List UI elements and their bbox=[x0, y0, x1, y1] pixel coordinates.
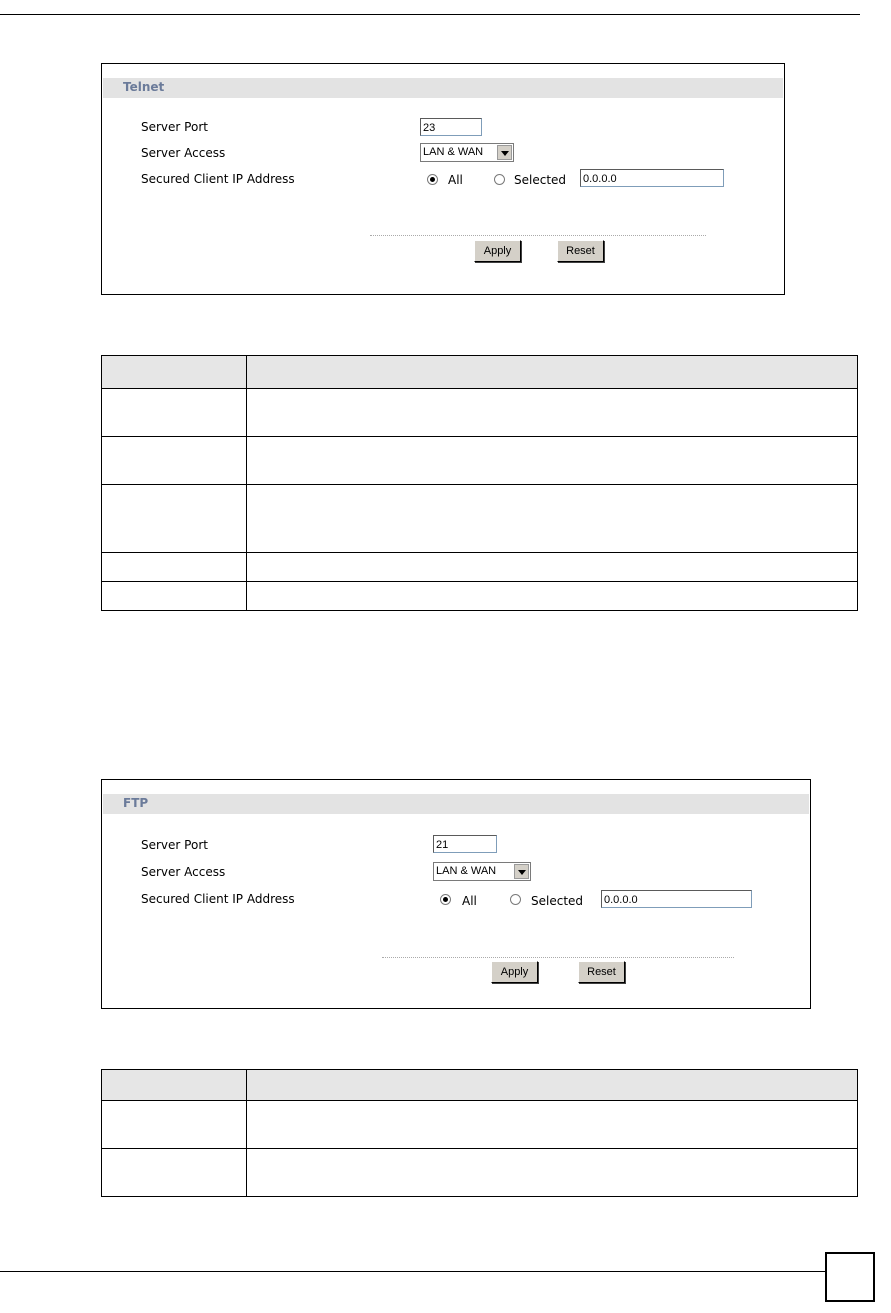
table-cell bbox=[102, 1070, 247, 1101]
secured-ip-input[interactable]: 0.0.0.0 bbox=[601, 890, 752, 908]
secured-client-ip-label: Secured Client IP Address bbox=[141, 172, 295, 186]
radio-all-label: All bbox=[462, 894, 477, 908]
table-row bbox=[102, 1101, 858, 1149]
table-row bbox=[102, 582, 858, 611]
reset-button[interactable]: Reset bbox=[578, 961, 625, 983]
table-cell bbox=[247, 356, 858, 389]
divider bbox=[370, 235, 706, 236]
table-cell bbox=[247, 437, 858, 485]
chevron-down-icon[interactable] bbox=[497, 145, 512, 160]
table-row bbox=[102, 553, 858, 582]
server-access-value: LAN & WAN bbox=[436, 865, 497, 877]
table-row bbox=[102, 485, 858, 553]
table-header-row bbox=[102, 356, 858, 389]
server-port-input[interactable]: 21 bbox=[433, 835, 497, 853]
table-cell bbox=[247, 1101, 858, 1149]
telnet-description-table bbox=[101, 355, 858, 611]
chevron-down-icon[interactable] bbox=[514, 864, 529, 879]
table-cell bbox=[102, 485, 247, 553]
table-row bbox=[102, 437, 858, 485]
server-access-label: Server Access bbox=[141, 146, 226, 160]
telnet-panel-title: Telnet bbox=[123, 80, 165, 94]
radio-all-label: All bbox=[448, 173, 463, 187]
server-port-label: Server Port bbox=[141, 120, 208, 134]
table-row bbox=[102, 389, 858, 437]
radio-selected-label: Selected bbox=[514, 173, 567, 187]
ftp-panel-title: FTP bbox=[123, 796, 149, 810]
table-cell bbox=[102, 582, 247, 611]
table-cell bbox=[102, 356, 247, 389]
table-cell bbox=[247, 389, 858, 437]
reset-button[interactable]: Reset bbox=[557, 240, 604, 262]
telnet-panel bbox=[101, 63, 785, 295]
footer-rule bbox=[0, 1271, 830, 1272]
divider bbox=[382, 957, 734, 958]
server-port-input[interactable]: 23 bbox=[420, 118, 482, 136]
header-rule bbox=[0, 14, 860, 15]
server-access-value: LAN & WAN bbox=[423, 146, 484, 158]
server-port-label: Server Port bbox=[141, 838, 208, 852]
apply-button[interactable]: Apply bbox=[491, 961, 538, 983]
table-cell bbox=[102, 1101, 247, 1149]
table-cell bbox=[102, 553, 247, 582]
server-access-select[interactable] bbox=[433, 862, 531, 881]
table-cell bbox=[247, 553, 858, 582]
table-cell bbox=[247, 582, 858, 611]
server-access-label: Server Access bbox=[141, 865, 226, 879]
secured-client-ip-label: Secured Client IP Address bbox=[141, 892, 295, 906]
table-cell bbox=[247, 485, 858, 553]
ftp-description-table bbox=[101, 1069, 858, 1197]
radio-selected[interactable] bbox=[510, 894, 521, 905]
table-cell bbox=[102, 389, 247, 437]
table-cell bbox=[247, 1070, 858, 1101]
telnet-panel-header bbox=[103, 78, 783, 98]
table-cell bbox=[102, 1149, 247, 1197]
ftp-panel bbox=[101, 779, 811, 1009]
table-cell bbox=[102, 437, 247, 485]
radio-all[interactable] bbox=[440, 894, 451, 905]
table-row bbox=[102, 1149, 858, 1197]
secured-ip-input[interactable]: 0.0.0.0 bbox=[580, 169, 724, 187]
apply-button[interactable]: Apply bbox=[474, 240, 521, 262]
page-number-box bbox=[825, 1252, 875, 1302]
radio-selected-label: Selected bbox=[531, 894, 584, 908]
table-cell bbox=[247, 1149, 858, 1197]
table-header-row bbox=[102, 1070, 858, 1101]
radio-selected[interactable] bbox=[494, 174, 505, 185]
server-access-select[interactable] bbox=[420, 143, 514, 162]
ftp-panel-header bbox=[103, 794, 809, 814]
radio-all[interactable] bbox=[427, 174, 438, 185]
